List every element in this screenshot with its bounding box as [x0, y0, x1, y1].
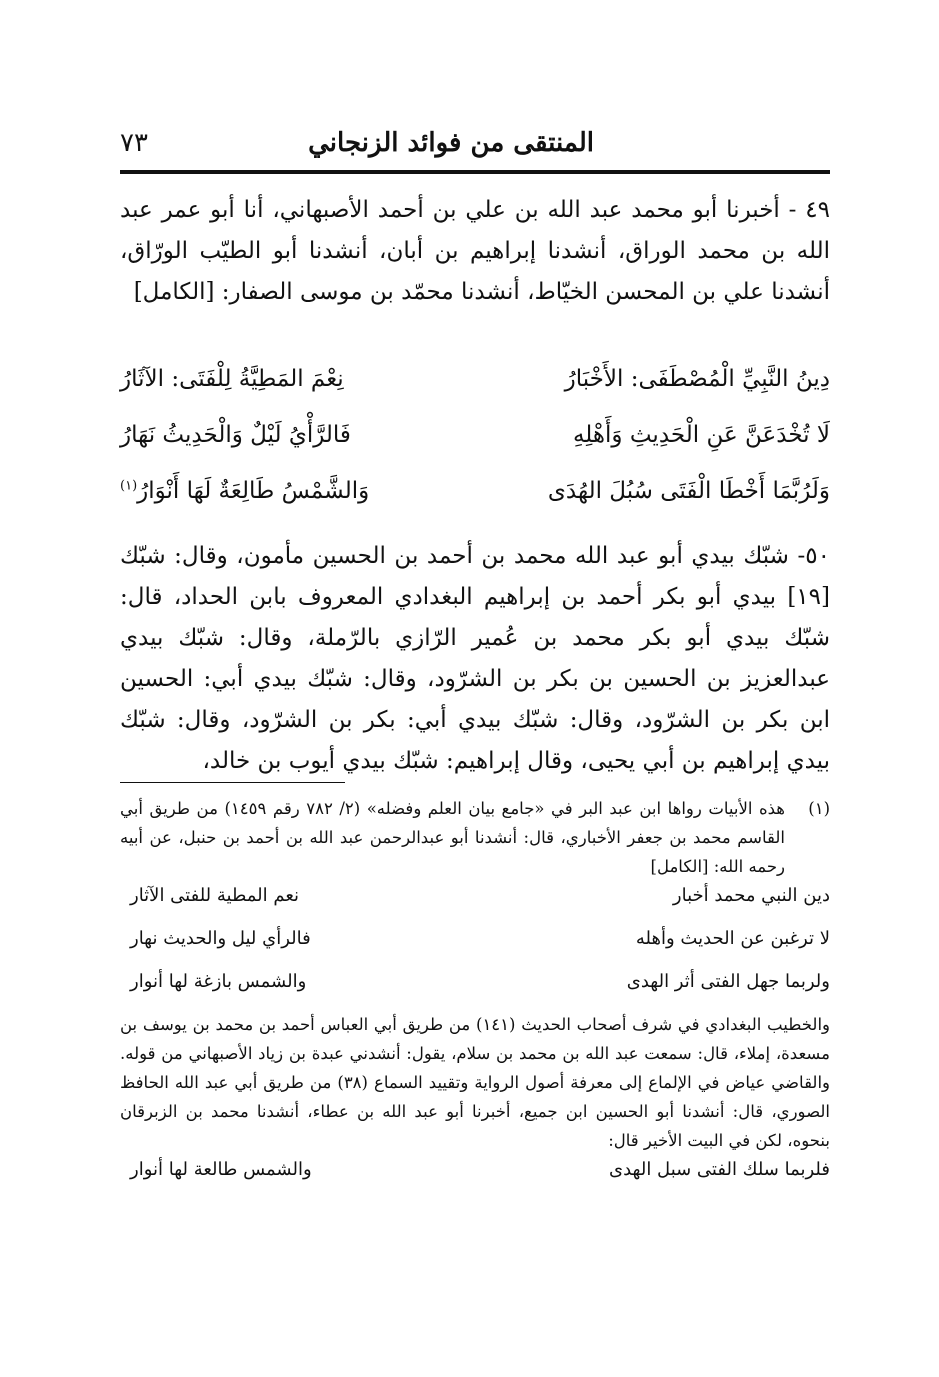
verse-first-hemistich: ولربما جهل الفتى أثر الهدى: [626, 971, 830, 992]
page-number: ٧٣: [120, 128, 148, 158]
verse-first-hemistich: دِينُ النَّبِيِّ الْمُصْطَفَى: الأَخْبَارُ: [564, 366, 830, 392]
footnote-marker: (١): [808, 799, 830, 818]
footnote-intro: هذه الأبيات رواها ابن عبد البر في «جامع بيان العلم وفضله» (٢/ ٧٨٢ رقم ١٤٥٩) من طريق أبي القاسم محمد بن جعفر الأخباري، قال: أنشدنا أبو عبدالرحمن عبد الله بن أحمد بن حنبل، عن أبيه رحمه الله: [الكامل]: [120, 799, 786, 876]
verse-second-hemistich: نِعْمَ المَطِيَّةُ لِلْفَتَى: الآثَارُ: [120, 366, 344, 392]
hadith-50-paragraph: ٥٠- شبّك بيدي أبو عبد الله محمد بن أحمد بن الحسين مأمون، وقال: شبّك [١٩] بيدي أبو بكر أحمد بن إبراهيم البغدادي المعروف بابن الحداد، قال: شبّك بيدي أبو بكر محمد بن عُمير الرّازي بالرّملة، وقال: شبّك بيدي عبدالعزيز بن الحسين بن بكر بن الشرّود، وقال: شبّك بيدي أبي: الحسين ابن بكر بن الشرّود، وقال: شبّك بيدي أبي: بكر بن الشرّود، وقال: شبّك بيدي إبراهيم بن أبي يحيى، وقال إبراهيم: شبّك بيدي أيوب بن خالد،: [120, 543, 830, 774]
footnotes: [120, 794, 830, 1198]
page-header: [120, 118, 830, 164]
verse-second-hemistich: فالرأي ليل والحديث نهار: [130, 928, 311, 949]
verse-first-hemistich: لا ترغبن عن الحديث وأهله: [635, 928, 830, 949]
verse-line: [120, 478, 830, 534]
footnote-verse-line: [120, 924, 830, 967]
poem-verses: [120, 366, 830, 534]
footnote-continuation: والخطيب البغدادي في شرف أصحاب الحديث (١٤١) من طريق أبي العباس أحمد بن محمد بن يوسف بن مسعدة، إملاء، قال: سمعت عبد الله بن محمد بن سلام، يقول: أنشدني عبدة بن زياد الأصبهاني من قوله. والقاضي عياض في الإلماع إلى معرفة أصول الرواية وتقييد السماع (٣٨) من طريق أبي عبد الله الحافظ الصوري، قال: أنشدنا أبو الحسين ابن جميع، أخبرنا أبو عبد الله بن عطاء، أنشدنا محمد بن الزبرقان بنحوه، لكن في البيت الأخير قال:: [120, 1015, 830, 1150]
verse-second-hemistich: فَالرَّأْيُ لَيْلٌ وَالْحَدِيثُ نَهَارُ: [120, 422, 351, 448]
verse-second-hemistich: [120, 478, 480, 504]
footnote-1: [120, 794, 830, 881]
verse-line: [120, 366, 830, 422]
footnote-reference[interactable]: (١): [120, 478, 138, 494]
verse-line: [120, 422, 830, 478]
verse-second-hemistich: نعم المطية للفتى الآثار: [130, 885, 300, 906]
verse-first-hemistich: دين النبي محمد أخبار: [672, 885, 830, 906]
footnote-verse-line: [120, 967, 830, 1010]
footnote-separator: [120, 782, 345, 783]
page: [120, 118, 830, 1180]
verse-second-hemistich: والشمس بازغة لها أنوار: [130, 971, 307, 992]
verse-first-hemistich: لَا تُخْدَعَنَّ عَنِ الْحَدِيثِ وَأَهْلِهِ: [572, 422, 830, 448]
hadith-49-paragraph: ٤٩ - أخبرنا أبو محمد عبد الله بن علي بن أحمد الأصبهاني، أنا أبو عمر عبد الله بن محمد الوراق، أنشدنا إبراهيم بن أبان، أنشدنا أبو الطيّب الورّاق، أنشدنا علي بن المحسن الخيّاط، أنشدنا محمّد بن موسى الصفار: [الكامل]: [120, 197, 830, 305]
verse-first-hemistich: فلربما سلك الفتى سبل الهدى: [609, 1159, 830, 1180]
verse-text: وَالشَّمْسُ طَالِعَةٌ لَهَا أَنْوَارُ: [137, 478, 370, 504]
verse-second-hemistich: والشمس طالعة لها أنوار: [130, 1159, 312, 1180]
footnote-verse-line: [120, 881, 830, 924]
verse-first-hemistich: وَلَرُبَّمَا أَخْطَا الْفَتَى سُبُلَ الهُدَى: [547, 478, 830, 504]
header-rule: [120, 170, 830, 174]
book-title: المنتقى من فوائد الزنجاني: [308, 128, 594, 158]
footnote-verse-line: [120, 1155, 830, 1198]
